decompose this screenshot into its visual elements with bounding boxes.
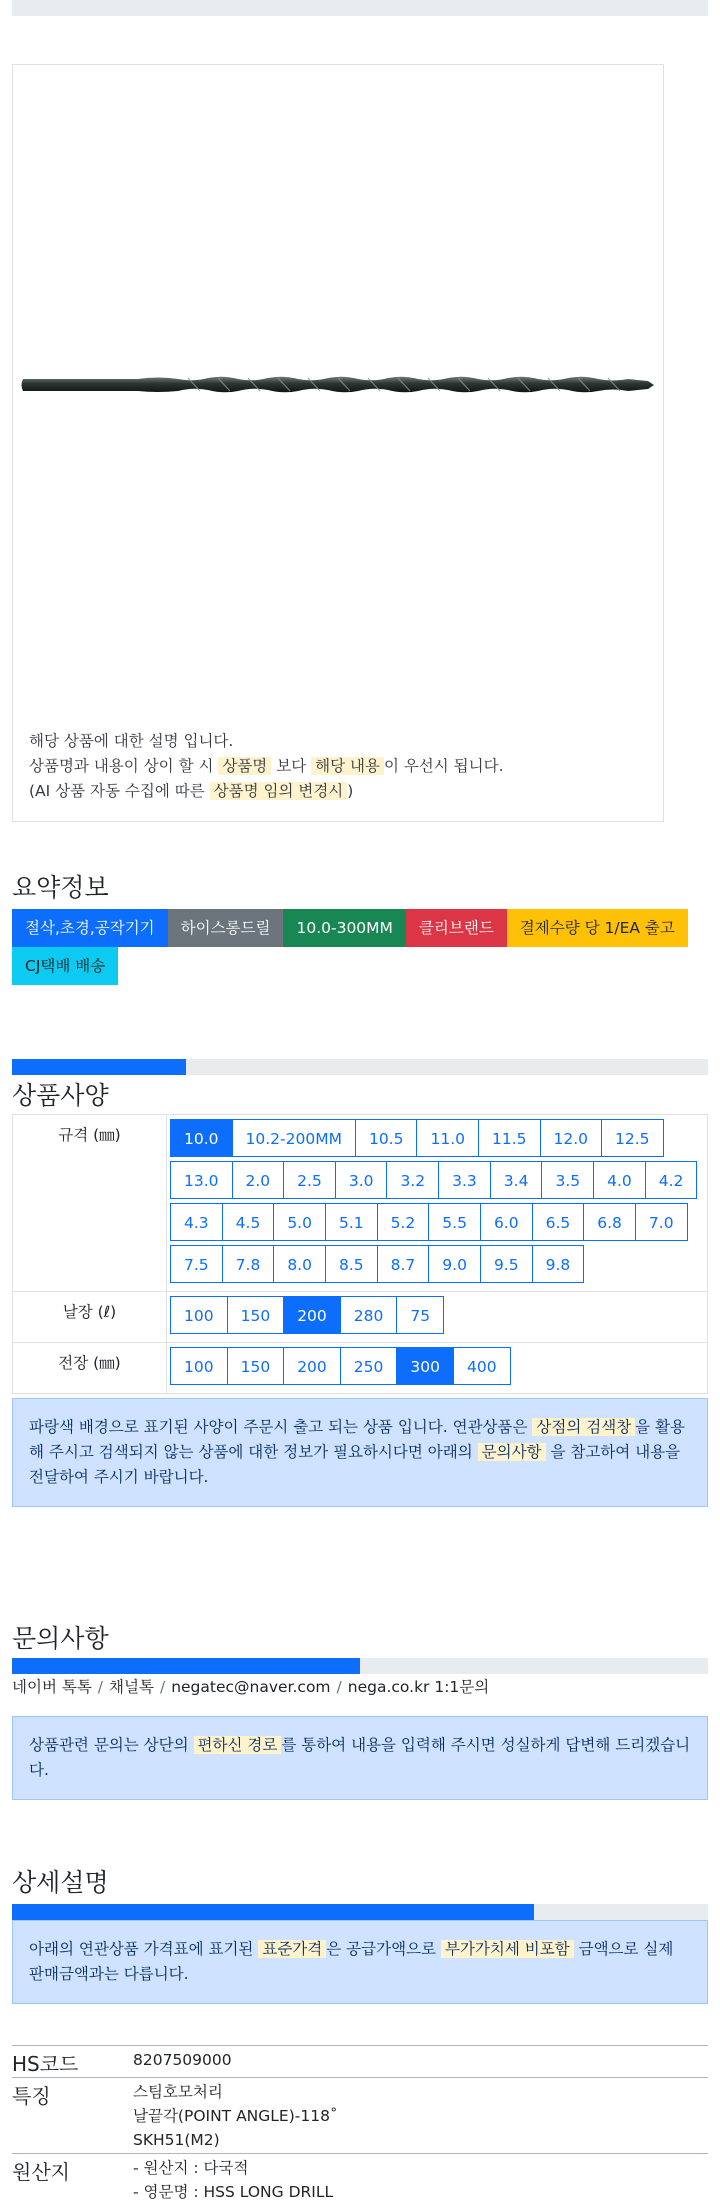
badge-brand: 클리브랜드: [406, 909, 507, 947]
spec-option-button[interactable]: 5.1: [325, 1203, 378, 1241]
channel-naver-talktalk[interactable]: 네이버 톡톡: [12, 1678, 92, 1696]
spec-option-button[interactable]: 10.2-200MM: [232, 1119, 356, 1157]
spec-option-button[interactable]: 150: [227, 1347, 285, 1385]
spec-option-button[interactable]: 200: [283, 1347, 341, 1385]
spec-option-button[interactable]: 7.0: [635, 1203, 688, 1241]
product-image-note: [29, 729, 504, 804]
badge-size-range: 10.0-300MM: [283, 909, 405, 947]
info-row-features: [12, 2077, 708, 2154]
option-row: [170, 1245, 707, 1287]
highlight: 부가가치세 비포함: [441, 1940, 574, 1958]
spec-option-button[interactable]: 75: [396, 1296, 444, 1334]
spec-option-button[interactable]: 3.5: [541, 1161, 594, 1199]
spec-option-button[interactable]: 4.0: [593, 1161, 646, 1199]
inquiry-channels: [12, 1675, 489, 1697]
spec-label: 전장 (㎜): [13, 1343, 167, 1394]
spec-table: [12, 1114, 708, 1394]
spec-option-button[interactable]: 7.5: [170, 1245, 223, 1283]
spec-option-button[interactable]: 4.5: [222, 1203, 275, 1241]
summary-badges: [12, 909, 712, 985]
spec-notice: 파랑색 배경으로 표기된 사양이 주문시 출고 되는 상품 입니다. 연관상품은 상점의 검색창 을 활용해 주시고 검색되지 않는 상품에 대한 정보가 필요하시다면 아래의 문의사항 을 참고하여 내용을 전달하여 주시기 바랍니다.: [12, 1398, 708, 1507]
info-label: 특징: [12, 2084, 51, 2108]
spec-option-button[interactable]: 12.5: [601, 1119, 664, 1157]
note-line: 상품명과 내용이 상이 할 시 상품명 보다 해당 내용 이 우선시 됩니다.: [29, 757, 504, 775]
section-title-spec: 상품사양: [12, 1081, 109, 1110]
spec-option-button[interactable]: 4.2: [645, 1161, 698, 1199]
spec-label: 날장 (ℓ): [13, 1292, 167, 1343]
spec-row-overall-length: [13, 1343, 708, 1394]
spec-option-button[interactable]: 11.0: [416, 1119, 479, 1157]
option-row: [170, 1347, 707, 1389]
top-progress-bar: [12, 0, 708, 16]
channel-channeltalk[interactable]: 채널톡: [109, 1678, 154, 1696]
feature-line: 날끝각(POINT ANGLE)-118˚: [133, 2107, 338, 2125]
spec-option-button[interactable]: 3.3: [438, 1161, 491, 1199]
spec-options: [167, 1343, 708, 1394]
info-row-origin: [12, 2153, 708, 2201]
spec-option-button[interactable]: 8.7: [377, 1245, 430, 1283]
spec-option-button[interactable]: 8.0: [273, 1245, 326, 1283]
section-title-summary: 요약정보: [12, 873, 109, 902]
spec-option-button[interactable]: 11.5: [478, 1119, 541, 1157]
highlight: 문의사항: [478, 1443, 546, 1461]
spec-options: [167, 1292, 708, 1343]
spec-progress-bar: [12, 1059, 708, 1075]
option-row: [170, 1119, 707, 1161]
highlight: 상품명: [218, 757, 271, 775]
spec-option-button[interactable]: 5.0: [273, 1203, 326, 1241]
spec-option-button[interactable]: 10.5: [355, 1119, 418, 1157]
separator: /: [336, 1678, 342, 1696]
channel-site-inquiry[interactable]: nega.co.kr 1:1문의: [347, 1678, 490, 1696]
note-line: 해당 상품에 대한 설명 입니다.: [29, 732, 234, 750]
spec-option-button[interactable]: 5.5: [428, 1203, 481, 1241]
highlight: 표준가격: [258, 1940, 326, 1958]
spec-option-button[interactable]: 3.2: [386, 1161, 439, 1199]
feature-line: SKH51(M2): [133, 2131, 220, 2149]
spec-options: [167, 1115, 708, 1292]
spec-option-button[interactable]: 6.8: [583, 1203, 636, 1241]
detail-progress-bar: [12, 1904, 708, 1920]
inquiry-progress-bar: [12, 1658, 708, 1674]
spec-option-button[interactable]: 400: [453, 1347, 511, 1385]
detail-progress-fill: [12, 1904, 534, 1920]
spec-label: 규격 (㎜): [13, 1115, 167, 1292]
badge-product-type: 하이스롱드릴: [168, 909, 284, 947]
spec-option-button[interactable]: 9.8: [532, 1245, 585, 1283]
badge-category: 절삭,초경,공작기기: [12, 909, 168, 947]
section-title-inquiry: 문의사항: [12, 1624, 109, 1653]
spec-option-button[interactable]: 5.2: [377, 1203, 430, 1241]
highlight: 해당 내용: [311, 757, 384, 775]
spec-option-button[interactable]: 300: [396, 1347, 454, 1385]
spec-option-button[interactable]: 9.5: [480, 1245, 533, 1283]
spec-option-button[interactable]: 150: [227, 1296, 285, 1334]
info-label: 원산지: [12, 2160, 70, 2184]
info-value: 8207509000: [133, 2051, 232, 2069]
spec-option-button[interactable]: 100: [170, 1296, 228, 1334]
highlight: 상점의 검색창: [532, 1418, 635, 1436]
separator: /: [97, 1678, 104, 1696]
separator: /: [159, 1678, 166, 1696]
spec-option-button[interactable]: 3.0: [335, 1161, 388, 1199]
channel-email[interactable]: negatec@naver.com: [171, 1678, 331, 1696]
option-row: [170, 1296, 707, 1338]
spec-option-button[interactable]: 10.0: [170, 1119, 233, 1157]
spec-option-button[interactable]: 280: [340, 1296, 398, 1334]
spec-option-button[interactable]: 4.3: [170, 1203, 223, 1241]
info-row-hscode: [12, 2045, 708, 2076]
info-label: HS코드: [12, 2052, 79, 2076]
badge-order-unit: 결제수량 당 1/EA 출고: [507, 909, 688, 947]
option-row: [170, 1161, 707, 1203]
spec-option-button[interactable]: 2.5: [283, 1161, 336, 1199]
spec-option-button[interactable]: 200: [283, 1296, 341, 1334]
drill-bit-image: [18, 370, 658, 400]
badge-shipping: CJ택배 배송: [12, 947, 118, 985]
product-image-frame: [12, 64, 664, 822]
spec-option-button[interactable]: 7.8: [222, 1245, 275, 1283]
origin-line: - 영문명 : HSS LONG DRILL: [133, 2183, 334, 2201]
spec-option-button[interactable]: 8.5: [325, 1245, 378, 1283]
highlight: 편하신 경로: [194, 1736, 282, 1754]
detail-notice: 아래의 연관상품 가격표에 표기된 표준가격 은 공급가액으로 부가가치세 비포함 금액으로 실제 판매금액과는 다릅니다.: [12, 1920, 708, 2004]
section-title-detail: 상세설명: [12, 1868, 109, 1897]
note-line: (AI 상품 자동 수집에 따른 상품명 임의 변경시 ): [29, 782, 354, 800]
info-value: [133, 2080, 338, 2152]
spec-option-button[interactable]: 13.0: [170, 1161, 233, 1199]
inquiry-progress-fill: [12, 1658, 360, 1674]
spec-option-button[interactable]: 12.0: [540, 1119, 603, 1157]
spec-row-flute-length: [13, 1292, 708, 1343]
origin-line: - 원산지 : 다국적: [133, 2159, 249, 2177]
spec-option-button[interactable]: 9.0: [428, 1245, 481, 1283]
spec-option-button[interactable]: 100: [170, 1347, 228, 1385]
spec-option-button[interactable]: 2.0: [232, 1161, 285, 1199]
spec-option-button[interactable]: 250: [340, 1347, 398, 1385]
spec-progress-fill: [12, 1059, 186, 1075]
spec-option-button[interactable]: 6.5: [532, 1203, 585, 1241]
option-row: [170, 1203, 707, 1245]
spec-option-button[interactable]: 3.4: [490, 1161, 543, 1199]
info-value: [133, 2156, 333, 2204]
spec-option-button[interactable]: 6.0: [480, 1203, 533, 1241]
spec-row-size: [13, 1115, 708, 1292]
feature-line: 스팀호모처리: [133, 2083, 223, 2101]
highlight: 상품명 임의 변경시: [210, 782, 348, 800]
inquiry-notice: 상품관련 문의는 상단의 편하신 경로 를 통하여 내용을 입력해 주시면 성실하게 답변해 드리겠습니다.: [12, 1716, 708, 1800]
